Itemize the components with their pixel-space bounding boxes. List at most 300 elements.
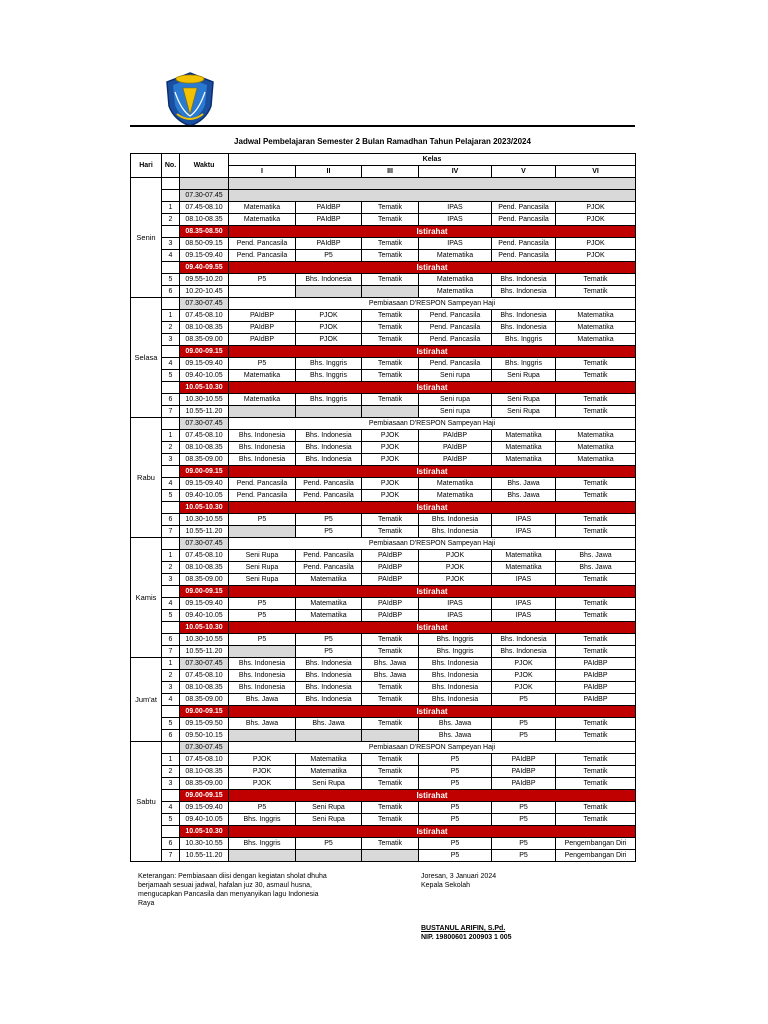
subject-cell: Matematika <box>229 394 296 406</box>
lesson-number: 6 <box>162 394 180 406</box>
time-slot: 10.30-10.55 <box>180 838 229 850</box>
subject-cell: P5 <box>296 634 362 646</box>
lesson-number: 5 <box>162 274 180 286</box>
time-slot: 08.50-09.15 <box>180 238 229 250</box>
day-label: Selasa <box>131 298 162 418</box>
subject-cell: P5 <box>419 778 492 790</box>
subject-cell: Matematika <box>492 442 556 454</box>
schedule-row <box>131 286 636 298</box>
subject-cell: Bhs. Jawa <box>362 658 419 670</box>
day-label: Senin <box>131 178 162 298</box>
subject-cell: Bhs. Indonesia <box>492 286 556 298</box>
subject-cell: PJOK <box>419 550 492 562</box>
subject-cell: PAIdBP <box>296 238 362 250</box>
subject-cell: PAIdBP <box>556 682 636 694</box>
schedule-row <box>131 598 636 610</box>
subject-cell: Seni Rupa <box>229 562 296 574</box>
subject-cell: Bhs. Jawa <box>556 562 636 574</box>
subject-cell: Matematika <box>419 478 492 490</box>
lesson-number: 7 <box>162 850 180 862</box>
subject-cell: PJOK <box>556 214 636 226</box>
subject-cell <box>362 850 419 862</box>
subject-cell: PJOK <box>362 430 419 442</box>
subject-cell: Pend. Pancasila <box>229 238 296 250</box>
signer-nip: NIP. 19800601 200903 1 005 <box>421 934 512 941</box>
subject-cell: Bhs. Indonesia <box>419 670 492 682</box>
lesson-number: 3 <box>162 778 180 790</box>
time-slot: 09.40-10.05 <box>180 610 229 622</box>
lesson-number <box>162 178 180 190</box>
subject-cell: Matematika <box>556 442 636 454</box>
subject-cell: IPAS <box>492 514 556 526</box>
break-label: Istirahat <box>229 346 636 358</box>
lesson-number: 6 <box>162 286 180 298</box>
subject-cell: PJOK <box>492 670 556 682</box>
time-slot: 08.10-08.35 <box>180 322 229 334</box>
lesson-number: 5 <box>162 718 180 730</box>
lesson-number: 3 <box>162 682 180 694</box>
schedule-row <box>131 478 636 490</box>
subject-cell: Seni rupa <box>419 406 492 418</box>
schedule-row <box>131 802 636 814</box>
lesson-number: 4 <box>162 250 180 262</box>
subject-cell: IPAS <box>419 202 492 214</box>
subject-cell: Matematika <box>492 562 556 574</box>
time-slot: 08.35-09.00 <box>180 454 229 466</box>
schedule-row <box>131 454 636 466</box>
schedule-row <box>131 550 636 562</box>
time-slot: 09.55-10.20 <box>180 274 229 286</box>
schedule-row <box>131 262 636 274</box>
schedule-row <box>131 766 636 778</box>
lesson-number: 1 <box>162 550 180 562</box>
time-slot: 10.05-10.30 <box>180 502 229 514</box>
lesson-number: 5 <box>162 814 180 826</box>
break-label: Istirahat <box>229 382 636 394</box>
subject-cell: Bhs. Jawa <box>229 718 296 730</box>
subject-cell: P5 <box>296 646 362 658</box>
subject-cell: Bhs. Indonesia <box>492 634 556 646</box>
schedule-row <box>131 646 636 658</box>
subject-cell: PJOK <box>362 490 419 502</box>
subject-cell <box>362 286 419 298</box>
subject-cell: Bhs. Jawa <box>419 730 492 742</box>
subject-cell: Bhs. Inggris <box>419 634 492 646</box>
schedule-row <box>131 406 636 418</box>
subject-cell: Pend. Pancasila <box>419 322 492 334</box>
subject-cell: Matematika <box>492 454 556 466</box>
break-label: Istirahat <box>229 586 636 598</box>
subject-cell: Seni Rupa <box>296 814 362 826</box>
break-label: Istirahat <box>229 226 636 238</box>
subject-cell: Tematik <box>556 598 636 610</box>
break-label: Istirahat <box>229 706 636 718</box>
time-slot: 07.45-08.10 <box>180 202 229 214</box>
day-label: Kamis <box>131 538 162 658</box>
subject-cell: PAIdBP <box>362 610 419 622</box>
subject-cell: Tematik <box>556 814 636 826</box>
subject-cell <box>296 286 362 298</box>
subject-cell: Seni Rupa <box>296 802 362 814</box>
subject-cell: IPAS <box>419 238 492 250</box>
time-slot: 07.30-07.45 <box>180 298 229 310</box>
schedule-row <box>131 178 636 190</box>
lesson-number: 4 <box>162 694 180 706</box>
subject-cell: P5 <box>492 730 556 742</box>
time-slot: 07.30-07.45 <box>180 418 229 430</box>
subject-cell: Matematika <box>492 550 556 562</box>
time-slot: 08.35-09.00 <box>180 694 229 706</box>
subject-cell: Tematik <box>556 406 636 418</box>
subject-cell: Pend. Pancasila <box>229 490 296 502</box>
lesson-number: 7 <box>162 406 180 418</box>
subject-cell: Matematika <box>556 334 636 346</box>
subject-cell: P5 <box>296 250 362 262</box>
subject-cell: Tematik <box>362 274 419 286</box>
subject-cell: Bhs. Jawa <box>362 670 419 682</box>
schedule-row <box>131 850 636 862</box>
lesson-number: 5 <box>162 610 180 622</box>
schedule-row <box>131 718 636 730</box>
header-no: No. <box>162 154 180 178</box>
subject-cell: P5 <box>229 802 296 814</box>
activity-note: Pembiasaan D'RESPON Sampeyan Haji <box>229 418 636 430</box>
time-slot: 09.40-10.05 <box>180 814 229 826</box>
lesson-number: 7 <box>162 526 180 538</box>
subject-cell: Seni Rupa <box>229 574 296 586</box>
time-slot: 10.05-10.30 <box>180 622 229 634</box>
subject-cell: Tematik <box>362 526 419 538</box>
subject-cell: Bhs. Inggris <box>492 334 556 346</box>
time-slot: 10.05-10.30 <box>180 382 229 394</box>
schedule-row <box>131 250 636 262</box>
subject-cell: P5 <box>492 838 556 850</box>
schedule-row <box>131 838 636 850</box>
subject-cell: P5 <box>229 634 296 646</box>
subject-cell: Bhs. Inggris <box>296 370 362 382</box>
subject-cell: Matematika <box>229 214 296 226</box>
subject-cell: PAIdBP <box>419 442 492 454</box>
schedule-row <box>131 790 636 802</box>
subject-cell: PJOK <box>492 682 556 694</box>
break-label: Istirahat <box>229 466 636 478</box>
subject-cell <box>229 646 296 658</box>
subject-cell: Tematik <box>556 610 636 622</box>
subject-cell: Pengembangan Diri <box>556 850 636 862</box>
subject-cell: Seni Rupa <box>492 406 556 418</box>
header-class: IV <box>419 166 492 178</box>
subject-cell: Tematik <box>556 634 636 646</box>
subject-cell: Bhs. Indonesia <box>296 694 362 706</box>
subject-cell: Pend. Pancasila <box>296 562 362 574</box>
subject-cell: Bhs. Indonesia <box>296 274 362 286</box>
subject-cell: PAIdBP <box>362 598 419 610</box>
subject-cell: Matematika <box>296 598 362 610</box>
subject-cell: Tematik <box>556 370 636 382</box>
subject-cell: PAIdBP <box>556 670 636 682</box>
subject-cell: Tematik <box>556 490 636 502</box>
subject-cell: Tematik <box>362 802 419 814</box>
day-label: Rabu <box>131 418 162 538</box>
subject-cell: PJOK <box>362 454 419 466</box>
time-slot: 07.45-08.10 <box>180 754 229 766</box>
lesson-number <box>162 706 180 718</box>
lesson-number: 2 <box>162 562 180 574</box>
subject-cell: Tematik <box>362 310 419 322</box>
header-class: II <box>296 166 362 178</box>
schedule-row <box>131 298 636 310</box>
lesson-number: 2 <box>162 442 180 454</box>
header-kelas: Kelas <box>229 154 636 166</box>
time-slot: 08.35-09.00 <box>180 334 229 346</box>
schedule-row <box>131 814 636 826</box>
schedule-row <box>131 634 636 646</box>
subject-cell: Bhs. Indonesia <box>419 526 492 538</box>
time-slot: 09.00-09.15 <box>180 790 229 802</box>
subject-cell: Pend. Pancasila <box>296 550 362 562</box>
subject-cell <box>229 406 296 418</box>
signature-block <box>421 924 512 942</box>
subject-cell: PAIdBP <box>229 334 296 346</box>
subject-cell: Bhs. Inggris <box>229 838 296 850</box>
lesson-number: 2 <box>162 766 180 778</box>
time-slot: 09.15-09.40 <box>180 358 229 370</box>
lesson-number: 4 <box>162 598 180 610</box>
schedule-row <box>131 526 636 538</box>
subject-cell: Tematik <box>362 250 419 262</box>
subject-cell: Matematika <box>296 766 362 778</box>
subject-cell: P5 <box>419 850 492 862</box>
time-slot: 09.50-10.15 <box>180 730 229 742</box>
subject-cell: PAIdBP <box>296 214 362 226</box>
footnote-line: Keterangan: Pembiasaan diisi dengan kegiatan sholat dhuha <box>138 873 327 880</box>
subject-cell: Matematika <box>419 490 492 502</box>
time-slot: 09.15-09.40 <box>180 478 229 490</box>
time-slot: 09.40-10.05 <box>180 370 229 382</box>
subject-cell: PAIdBP <box>419 430 492 442</box>
subject-cell: Bhs. Inggris <box>419 646 492 658</box>
subject-cell: Bhs. Indonesia <box>296 454 362 466</box>
schedule-table <box>130 153 636 862</box>
subject-cell: PAIdBP <box>556 658 636 670</box>
subject-cell: Tematik <box>362 202 419 214</box>
subject-cell <box>362 406 419 418</box>
subject-cell: Matematika <box>492 430 556 442</box>
schedule-row <box>131 778 636 790</box>
subject-cell: P5 <box>492 694 556 706</box>
subject-cell: PJOK <box>296 310 362 322</box>
lesson-number <box>162 790 180 802</box>
subject-cell: PJOK <box>556 238 636 250</box>
subject-cell: P5 <box>419 754 492 766</box>
subject-cell <box>362 730 419 742</box>
subject-cell: Tematik <box>362 682 419 694</box>
activity-note: Pembiasaan D'RESPON Sampeyan Haji <box>229 538 636 550</box>
schedule-row <box>131 754 636 766</box>
schedule-row <box>131 202 636 214</box>
subject-cell: Tematik <box>556 526 636 538</box>
subject-cell: P5 <box>419 766 492 778</box>
break-label: Istirahat <box>229 502 636 514</box>
subject-cell: Bhs. Inggris <box>296 394 362 406</box>
page-title: Jadwal Pembelajaran Semester 2 Bulan Ramadhan Tahun Pelajaran 2023/2024 <box>234 137 531 146</box>
subject-cell: PJOK <box>296 322 362 334</box>
subject-cell: PJOK <box>362 478 419 490</box>
schedule-row <box>131 418 636 430</box>
subject-cell: Bhs. Indonesia <box>296 682 362 694</box>
lesson-number: 1 <box>162 754 180 766</box>
place-date: Joresan, 3 Januari 2024 <box>421 873 497 880</box>
subject-cell: Bhs. Inggris <box>229 814 296 826</box>
lesson-number: 1 <box>162 658 180 670</box>
header-class: VI <box>556 166 636 178</box>
subject-cell: P5 <box>229 514 296 526</box>
lesson-number <box>162 262 180 274</box>
subject-cell <box>229 850 296 862</box>
time-slot: 07.30-07.45 <box>180 658 229 670</box>
schedule-row <box>131 214 636 226</box>
subject-cell: PJOK <box>556 250 636 262</box>
subject-cell: Matematika <box>556 310 636 322</box>
schedule-row <box>131 358 636 370</box>
time-slot: 09.40-09.55 <box>180 262 229 274</box>
subject-cell: P5 <box>492 802 556 814</box>
subject-cell: PJOK <box>419 574 492 586</box>
lesson-number: 2 <box>162 214 180 226</box>
subject-cell: Seni Rupa <box>492 370 556 382</box>
subject-cell: Matematika <box>419 250 492 262</box>
lesson-number <box>162 622 180 634</box>
subject-cell: Bhs. Jawa <box>419 718 492 730</box>
subject-cell: Tematik <box>556 730 636 742</box>
time-slot: 09.15-09.50 <box>180 718 229 730</box>
subject-cell: Bhs. Indonesia <box>419 514 492 526</box>
subject-cell: PAIdBP <box>362 562 419 574</box>
time-slot: 08.10-08.35 <box>180 442 229 454</box>
subject-cell: Matematika <box>556 454 636 466</box>
subject-cell: Pend. Pancasila <box>419 310 492 322</box>
time-slot: 10.30-10.55 <box>180 394 229 406</box>
subject-cell: Seni Rupa <box>229 550 296 562</box>
time-slot: 10.55-11.20 <box>180 850 229 862</box>
lesson-number: 7 <box>162 646 180 658</box>
schedule-row <box>131 190 636 202</box>
time-slot: 09.00-09.15 <box>180 586 229 598</box>
subject-cell: IPAS <box>492 598 556 610</box>
subject-cell: P5 <box>492 850 556 862</box>
subject-cell: Tematik <box>362 370 419 382</box>
lesson-number <box>162 742 180 754</box>
subject-cell: Tematik <box>362 718 419 730</box>
lesson-number: 1 <box>162 202 180 214</box>
time-slot: 07.45-08.10 <box>180 310 229 322</box>
lesson-number <box>162 382 180 394</box>
subject-cell: Tematik <box>556 358 636 370</box>
schedule-row <box>131 742 636 754</box>
subject-cell: PAIdBP <box>362 550 419 562</box>
subject-cell: PJOK <box>492 658 556 670</box>
subject-cell: Matematika <box>296 610 362 622</box>
schedule-row <box>131 658 636 670</box>
subject-cell: Tematik <box>362 754 419 766</box>
time-slot: 09.40-10.05 <box>180 490 229 502</box>
subject-cell: Tematik <box>556 718 636 730</box>
subject-cell: P5 <box>419 838 492 850</box>
schedule-row <box>131 694 636 706</box>
subject-cell: Bhs. Indonesia <box>492 646 556 658</box>
subject-cell: PAIdBP <box>229 310 296 322</box>
lesson-number: 6 <box>162 634 180 646</box>
subject-cell: Bhs. Indonesia <box>229 442 296 454</box>
subject-cell: Bhs. Indonesia <box>492 322 556 334</box>
lesson-number <box>162 190 180 202</box>
schedule-row <box>131 514 636 526</box>
subject-cell: Matematika <box>229 202 296 214</box>
subject-cell: Bhs. Indonesia <box>296 442 362 454</box>
subject-cell: Tematik <box>362 634 419 646</box>
subject-cell: Pend. Pancasila <box>296 478 362 490</box>
subject-cell: Matematika <box>556 430 636 442</box>
subject-cell <box>296 406 362 418</box>
schedule-row <box>131 538 636 550</box>
subject-cell: Seni Rupa <box>492 394 556 406</box>
subject-cell: Tematik <box>362 778 419 790</box>
subject-cell <box>229 730 296 742</box>
time-slot: 10.55-11.20 <box>180 646 229 658</box>
schedule-row <box>131 322 636 334</box>
subject-cell: Tematik <box>362 394 419 406</box>
subject-cell: PAIdBP <box>362 574 419 586</box>
subject-cell: PJOK <box>229 754 296 766</box>
header-class: V <box>492 166 556 178</box>
lesson-number: 6 <box>162 730 180 742</box>
schedule-row <box>131 430 636 442</box>
subject-cell: Tematik <box>362 646 419 658</box>
subject-cell: Pend. Pancasila <box>229 478 296 490</box>
schedule-row <box>131 226 636 238</box>
lesson-number: 3 <box>162 238 180 250</box>
subject-cell: Bhs. Inggris <box>296 358 362 370</box>
schedule-row <box>131 334 636 346</box>
subject-cell: Bhs. Jawa <box>556 550 636 562</box>
schedule-row <box>131 670 636 682</box>
lesson-number: 4 <box>162 802 180 814</box>
subject-cell: PAIdBP <box>492 778 556 790</box>
time-slot: 07.30-07.45 <box>180 190 229 202</box>
subject-cell: Bhs. Indonesia <box>229 670 296 682</box>
subject-cell: P5 <box>419 814 492 826</box>
subject-cell: Tematik <box>556 646 636 658</box>
subject-cell: Tematik <box>362 334 419 346</box>
subject-cell: Bhs. Indonesia <box>492 274 556 286</box>
subject-cell: Pend. Pancasila <box>492 250 556 262</box>
time-slot: 08.10-08.35 <box>180 562 229 574</box>
subject-cell: Matematika <box>419 274 492 286</box>
subject-cell <box>296 730 362 742</box>
subject-cell: PJOK <box>229 766 296 778</box>
subject-cell: Tematik <box>556 574 636 586</box>
subject-cell <box>296 850 362 862</box>
lesson-number: 3 <box>162 334 180 346</box>
lesson-number: 6 <box>162 838 180 850</box>
subject-cell: Seni rupa <box>419 394 492 406</box>
subject-cell <box>229 286 296 298</box>
signer-name: BUSTANUL ARIFIN, S.Pd. <box>421 925 506 932</box>
header-hari: Hari <box>131 154 162 178</box>
time-slot: 10.55-11.20 <box>180 406 229 418</box>
subject-cell: P5 <box>229 598 296 610</box>
time-slot: 08.35-09.00 <box>180 574 229 586</box>
